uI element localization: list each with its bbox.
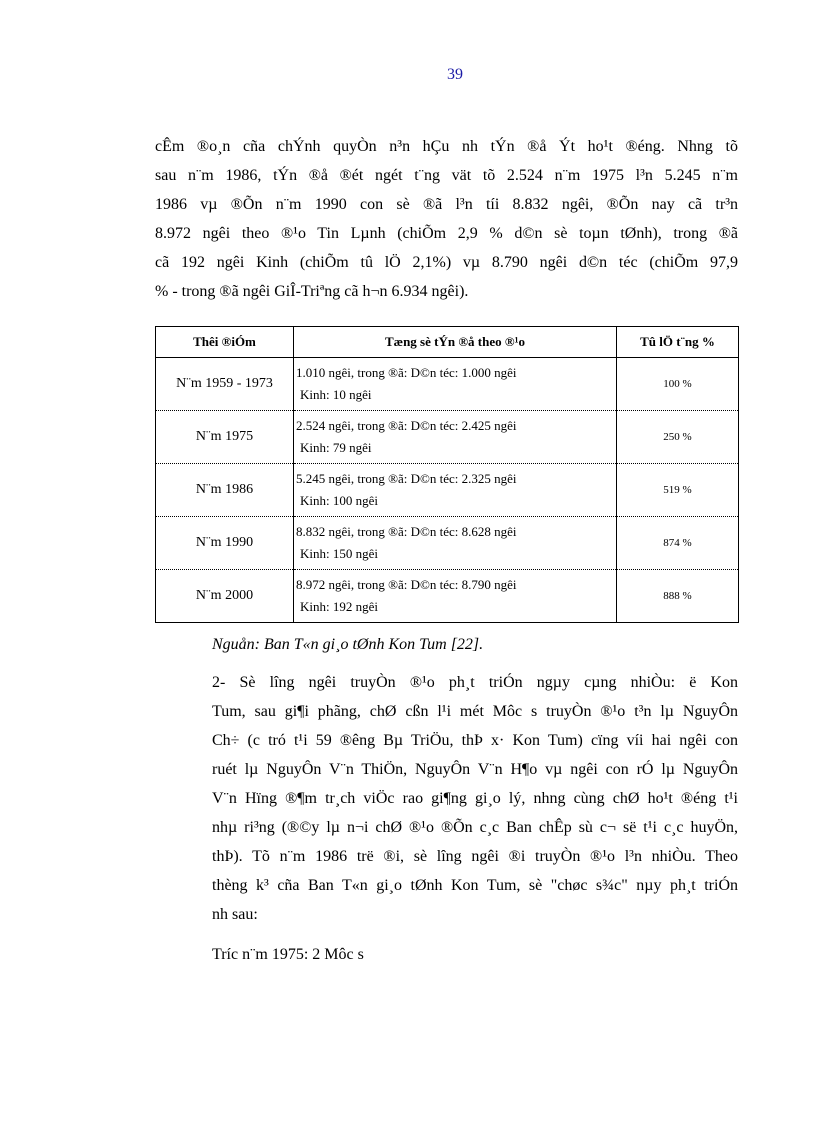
header-period: Thêi ®iÓm	[156, 327, 294, 358]
text-line: V¨n Hïng ®¶m tr¸ch viÖc rao gi¶ng gi¸o lý, nhng cùng chØ ho¹t ®éng t¹i	[212, 790, 738, 807]
cell-total-line2: Kinh: 10 ngêi	[300, 387, 372, 402]
believers-table	[155, 326, 739, 623]
cell-total-line2: Kinh: 150 ngêi	[300, 546, 378, 561]
text-line: Tum, sau gi¶i phãng, chØ cßn l¹i mét Môc s truyÒn ®¹o t³n lµ NguyÔn	[212, 703, 738, 720]
cell-total	[294, 358, 617, 411]
cell-ratio: 888 %	[617, 570, 739, 623]
text-line: Ch÷ (c tró t¹i 59 ®êng Bµ TriÖu, thÞ x· Kon Tum) cïng víi hai ngêi con	[212, 732, 738, 749]
cell-total-line1: 2.524 ngêi, trong ®ã: D©n téc: 2.425 ngêi	[296, 418, 517, 433]
page-number: 39	[447, 66, 463, 83]
cell-total-line1: 8.832 ngêi, trong ®ã: D©n téc: 8.628 ngêi	[296, 524, 517, 539]
cell-total	[294, 570, 617, 623]
header-ratio: Tû lÖ t¨ng %	[617, 327, 739, 358]
cell-total	[294, 464, 617, 517]
text-line: 2- Sè lîng ngêi truyÒn ®¹o ph¸t triÓn ngµy cµng nhiÒu: ë Kon	[212, 674, 738, 691]
cell-total-line2: Kinh: 100 ngêi	[300, 493, 378, 508]
text-line: cÊm ®o¸n cña chÝnh quyÒn n³n hÇu nh tÝn ®å Ýt ho¹t ®éng. Nhng tõ	[155, 138, 738, 155]
cell-period: N¨m 1959 - 1973	[156, 358, 294, 411]
text-line: ruét lµ NguyÔn V¨n ThiÖn, NguyÔn V¨n H¶o vµ ngêi con rÓ lµ NguyÔn	[212, 761, 738, 778]
cell-period: N¨m 1986	[156, 464, 294, 517]
cell-period: N¨m 2000	[156, 570, 294, 623]
table-source: Nguån: Ban T«n gi¸o tØnh Kon Tum [22].	[212, 636, 484, 653]
table-row	[156, 570, 739, 623]
table-header-row	[156, 327, 739, 358]
cell-total-line1: 5.245 ngêi, trong ®ã: D©n téc: 2.325 ngêi	[296, 471, 517, 486]
cell-total	[294, 411, 617, 464]
text-line: 1986 vµ ®Õn n¨m 1990 con sè ®ã l³n tíi 8.832 ngêi, ®Õn nay cã tr³n	[155, 196, 738, 213]
text-line: thÞ). Tõ n¨m 1986 trë ®i, sè lîng ngêi ®i truyÒn ®¹o l³n nhiÒu. Theo	[212, 848, 738, 865]
cell-total-line2: Kinh: 192 ngêi	[300, 599, 378, 614]
cell-total-line1: 1.010 ngêi, trong ®ã: D©n téc: 1.000 ngêi	[296, 365, 517, 380]
text-line: nhµ ri³ng (®©y lµ n¬i chØ ®¹o ®Õn c¸c Ban chÊp sù c¬ së t¹i c¸c huyÖn,	[212, 819, 738, 836]
cell-total-line1: 8.972 ngêi, trong ®ã: D©n téc: 8.790 ngêi	[296, 577, 517, 592]
table-row	[156, 464, 739, 517]
table-row	[156, 411, 739, 464]
text-line: sau n¨m 1986, tÝn ®å ®ét ngét t¨ng vät tõ 2.524 n¨m 1975 l³n 5.245 n¨m	[155, 167, 738, 184]
text-line: 8.972 ngêi theo ®¹o Tin Lµnh (chiÕm 2,9 % d©n sè toµn tØnh), trong ®ã	[155, 225, 738, 242]
paragraph-before-1975: Tríc n¨m 1975: 2 Môc s	[212, 946, 364, 963]
cell-total	[294, 517, 617, 570]
header-total: Tæng sè tÝn ®å theo ®¹o	[294, 327, 617, 358]
cell-period: N¨m 1990	[156, 517, 294, 570]
cell-ratio: 874 %	[617, 517, 739, 570]
table-row	[156, 358, 739, 411]
cell-period: N¨m 1975	[156, 411, 294, 464]
cell-ratio: 250 %	[617, 411, 739, 464]
table-row	[156, 517, 739, 570]
cell-total-line2: Kinh: 79 ngêi	[300, 440, 372, 455]
cell-ratio: 519 %	[617, 464, 739, 517]
paragraph-intro	[155, 132, 738, 306]
cell-ratio: 100 %	[617, 358, 739, 411]
text-line: nh sau:	[212, 906, 258, 923]
text-line: thèng k³ cña Ban T«n gi¸o tØnh Kon Tum, sè "chøc s¾c" nµy ph¸t triÓn	[212, 877, 738, 894]
paragraph-preachers	[155, 668, 738, 929]
text-line: % - trong ®ã ngêi GiÎ-Triªng cã h¬n 6.934 ngêi).	[155, 283, 469, 300]
text-line: cã 192 ngêi Kinh (chiÕm tû lÖ 2,1%) vµ 8.790 ngêi d©n téc (chiÕm 97,9	[155, 254, 738, 271]
